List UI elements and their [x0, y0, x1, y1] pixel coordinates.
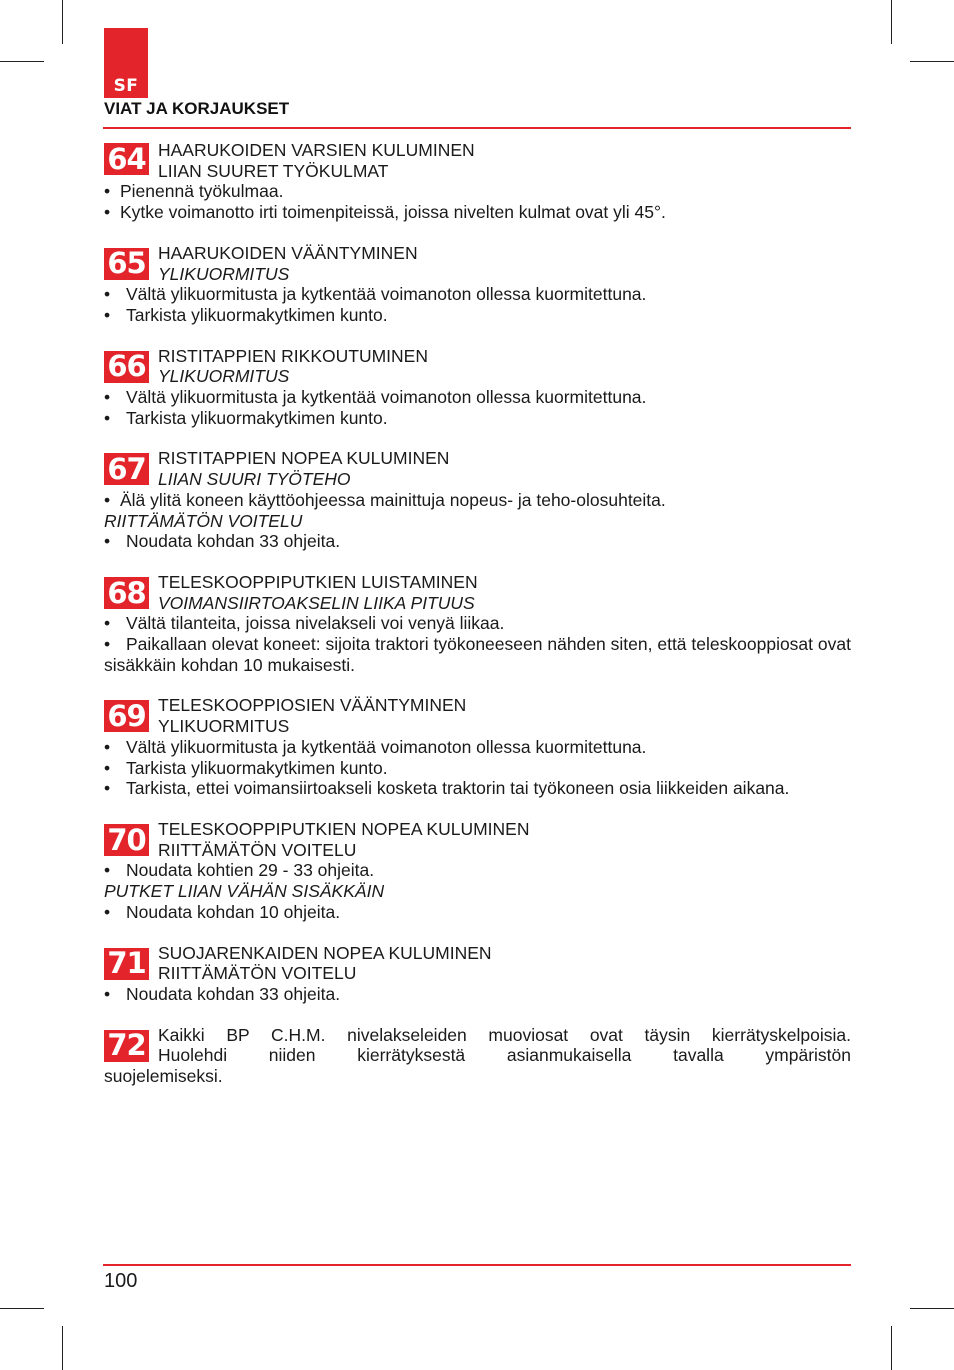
entry-title: HAARUKOIDEN VARSIEN KULUMINEN — [158, 140, 475, 160]
bullet-item: • Noudata kohtien 29 - 33 ohjeita. — [104, 860, 375, 881]
entry-65 — [104, 243, 851, 326]
entry-title: TELESKOOPPIPUTKIEN NOPEA KULUMINEN — [158, 818, 530, 839]
bullet-item: • Pienennä työkulmaa. — [104, 181, 284, 202]
entry-cause: LIIAN SUURI TYÖTEHO — [158, 469, 351, 490]
entry-number: 71 — [104, 948, 149, 980]
entry-number: 65 — [104, 248, 149, 280]
footer-rule — [103, 1264, 851, 1266]
bullet-item: • Tarkista, ettei voimansiirtoakseli kosketa traktorin tai työkoneen osia liikkeiden aikana. — [104, 778, 790, 799]
entry-number: 72 — [104, 1030, 149, 1062]
crop-mark — [910, 1308, 954, 1309]
crop-mark — [62, 0, 63, 44]
entry-title: SUOJARENKAIDEN NOPEA KULUMINEN — [158, 942, 492, 963]
entry-cause: VOIMANSIIRTOAKSELIN LIIKA PITUUS — [158, 592, 475, 613]
entry-cause-secondary: RIITTÄMÄTÖN VOITELU — [104, 510, 303, 531]
recycling-note-line: Huolehdi niiden kierrätyksestä asianmukaisella tavalla ympäristön — [158, 1045, 851, 1066]
entry-number: 67 — [104, 453, 149, 485]
bullet-item: • Tarkista ylikuormakytkimen kunto. — [104, 407, 388, 428]
troubleshooting-list — [104, 140, 851, 1087]
entry-64 — [104, 140, 851, 223]
header-rule — [103, 127, 851, 129]
bullet-item: • Noudata kohdan 33 ohjeita. — [104, 531, 341, 552]
entry-69 — [104, 695, 851, 799]
entry-67 — [104, 448, 851, 552]
bullet-item: • Vältä ylikuormitusta ja kytkentää voimanoton ollessa kuormitettuna. — [104, 387, 647, 408]
entry-number: 66 — [104, 351, 149, 383]
page-number: 100 — [104, 1270, 138, 1292]
entry-72 — [104, 1025, 851, 1087]
bullet-item: • Älä ylitä koneen käyttöohjeessa mainittuja nopeus- ja teho-olosuhteita. — [104, 489, 666, 510]
bullet-item: • Vältä ylikuormitusta ja kytkentää voimanoton ollessa kuormitettuna. — [104, 284, 647, 305]
entry-number: 64 — [104, 143, 149, 175]
entry-cause-secondary: PUTKET LIIAN VÄHÄN SISÄKKÄIN — [104, 881, 385, 902]
entry-number: 70 — [104, 824, 149, 856]
entry-title: HAARUKOIDEN VÄÄNTYMINEN — [158, 242, 418, 263]
recycling-note-line: suojelemiseksi. — [104, 1066, 223, 1087]
section-title: VIAT JA KORJAUKSET — [104, 99, 290, 118]
bullet-item: • Noudata kohdan 33 ohjeita. — [104, 983, 341, 1004]
entry-cause: LIIAN SUURET TYÖKULMAT — [158, 160, 389, 181]
entry-cause: RIITTÄMÄTÖN VOITELU — [158, 963, 357, 984]
entry-title: TELESKOOPPIOSIEN VÄÄNTYMINEN — [158, 695, 467, 716]
entry-cause: YLIKUORMITUS — [158, 366, 290, 387]
bullet-item: • Vältä ylikuormitusta ja kytkentää voimanoton ollessa kuormitettuna. — [104, 736, 647, 757]
crop-mark — [0, 1308, 44, 1309]
entry-70 — [104, 819, 851, 923]
bullet-item: • Paikallaan olevat koneet: sijoita traktori työkoneeseen nähden siten, että teleskooppiosat ovat sisäkkäin kohdan 10 mukaisesti. — [104, 634, 851, 675]
entry-title: RISTITAPPIEN RIKKOUTUMINEN — [158, 345, 428, 366]
entry-title: TELESKOOPPIPUTKIEN LUISTAMINEN — [158, 571, 478, 592]
bullet-item: • Vältä tilanteita, joissa nivelakseli voi venyä liikaa. — [104, 613, 505, 634]
crop-mark — [891, 0, 892, 44]
crop-mark — [910, 61, 954, 62]
crop-mark — [62, 1326, 63, 1370]
bullet-item: • Kytke voimanotto irti toimenpiteissä, joissa nivelten kulmat ovat yli 45°. — [104, 202, 666, 223]
bullet-item: • Tarkista ylikuormakytkimen kunto. — [104, 757, 388, 778]
crop-mark — [0, 61, 44, 62]
bullet-item: • Tarkista ylikuormakytkimen kunto. — [104, 304, 388, 325]
entry-71 — [104, 943, 851, 1005]
entry-number: 68 — [104, 577, 149, 609]
entry-66 — [104, 346, 851, 429]
entry-number: 69 — [104, 700, 149, 732]
entry-cause: RIITTÄMÄTÖN VOITELU — [158, 839, 357, 860]
entry-68 — [104, 572, 851, 676]
language-tab: SF — [104, 28, 148, 98]
bullet-item: • Noudata kohdan 10 ohjeita. — [104, 901, 341, 922]
entry-title: RISTITAPPIEN NOPEA KULUMINEN — [158, 448, 450, 469]
entry-cause: YLIKUORMITUS — [158, 716, 290, 737]
entry-cause: YLIKUORMITUS — [158, 263, 290, 284]
recycling-note-line: Kaikki BP C.H.M. nivelakseleiden muoviosat ovat täysin kierrätyskelpoisia. — [158, 1024, 851, 1045]
crop-mark — [891, 1326, 892, 1370]
